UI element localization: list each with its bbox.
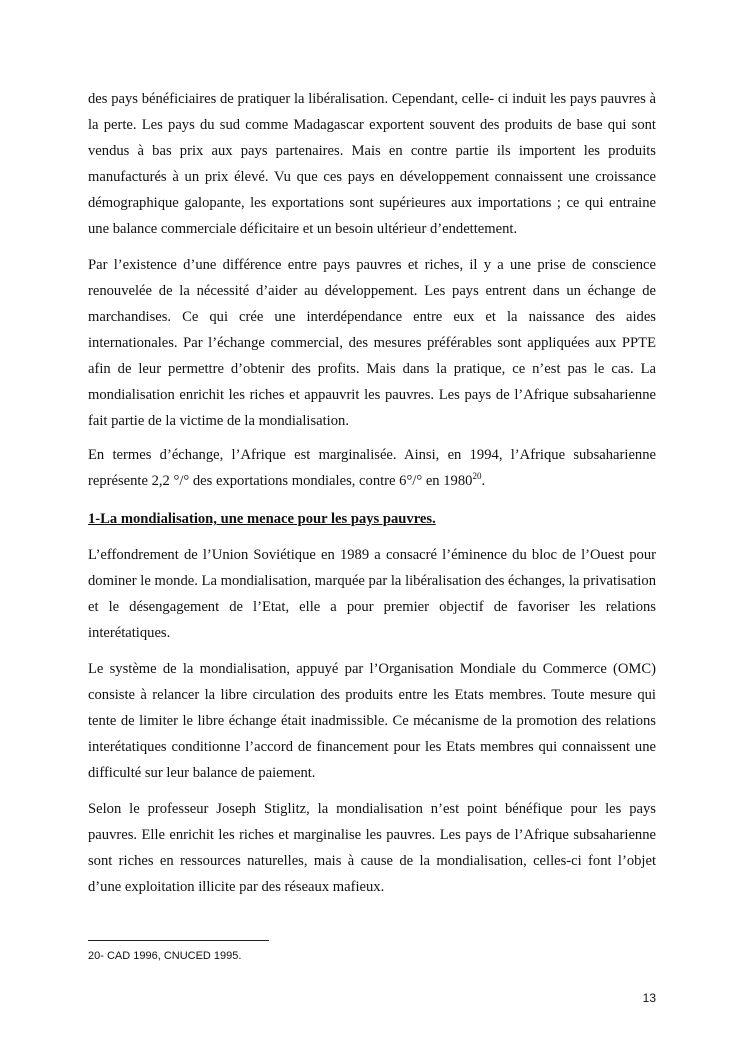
- paragraph-marginalisation-end: .: [481, 473, 486, 489]
- footnote-reference-20: 20: [472, 471, 482, 482]
- paragraph-difference-pays: Par l’existence d’une différence entre pays pauvres et riches, il y a une prise de conscience renouvelée de la nécessité d’aider au développement. Les pays entrent dans un échange de marchandises. Ce qui crée une interdépendance entre eux et la naissance des aides internationales. Par l’échange commercial, des mesures préférables sont appliquées aux PPTE afin de leur permettre d’obtenir des profits. Mais dans la pratique, ce n’est pas le cas. La mondialisation enrichit les riches et appauvrit les pauvres. Les pays de l’Afrique subsaharienne fait partie de la victime de la mondialisation.: [88, 257, 656, 429]
- paragraph-union-sovietique: L’effondrement de l’Union Soviétique en 1989 a consacré l’éminence du bloc de l’Ouest pour dominer le monde. La mondialisation, marquée par la libéralisation des échanges, la privatisation et le désengagement de l’Etat, elle a pour premier objectif de favoriser les relations interétatiques.: [88, 547, 656, 641]
- footnote: 20- CAD 1996, CNUCED 1995.: [88, 950, 242, 962]
- section-heading: 1-La mondialisation, une menace pour les pays pauvres.: [88, 511, 436, 527]
- paragraph-marginalisation-text: En termes d’échange, l’Afrique est marginalisée. Ainsi, en 1994, l’Afrique subsaharienne représente 2,2 °/° des exportations mondiales, contre 6°/° en 1980: [88, 447, 656, 489]
- paragraph-omc: Le système de la mondialisation, appuyé par l’Organisation Mondiale du Commerce (OMC) consiste à relancer la libre circulation des produits entre les Etats membres. Toute mesure qui tente de limiter le libre échange était inadmissible. Ce mécanisme de la promotion des relations interétatiques conditionne l’accord de financement pour les Etats membres qui connaissent une difficulté sur leur balance de paiement.: [88, 661, 656, 781]
- footnote-separator: [88, 940, 269, 941]
- paragraph-liberalisation: des pays bénéficiaires de pratiquer la libéralisation. Cependant, celle- ci induit les pays pauvres à la perte. Les pays du sud comme Madagascar exportent souvent des produits de base qui sont vendus à bas prix aux pays partenaires. Mais en contre partie ils importent les produits manufacturés à un prix élevé. Vu que ces pays en développement connaissent une croissance démographique galopante, les exportations sont supérieures aux importations ; ce qui entraine une balance commerciale déficitaire et un besoin ultérieur d’endettement.: [88, 91, 656, 237]
- document-body: [88, 86, 656, 910]
- paragraph-marginalisation: [88, 442, 656, 494]
- paragraph-stiglitz: Selon le professeur Joseph Stiglitz, la mondialisation n’est point bénéfique pour les pays pauvres. Elle enrichit les riches et marginalise les pauvres. Les pays de l’Afrique subsaharienne sont riches en ressources naturelles, mais à cause de la mondialisation, celles-ci font l’objet d’une exploitation illicite par des réseaux mafieux.: [88, 801, 656, 895]
- page-number: 13: [642, 991, 656, 1005]
